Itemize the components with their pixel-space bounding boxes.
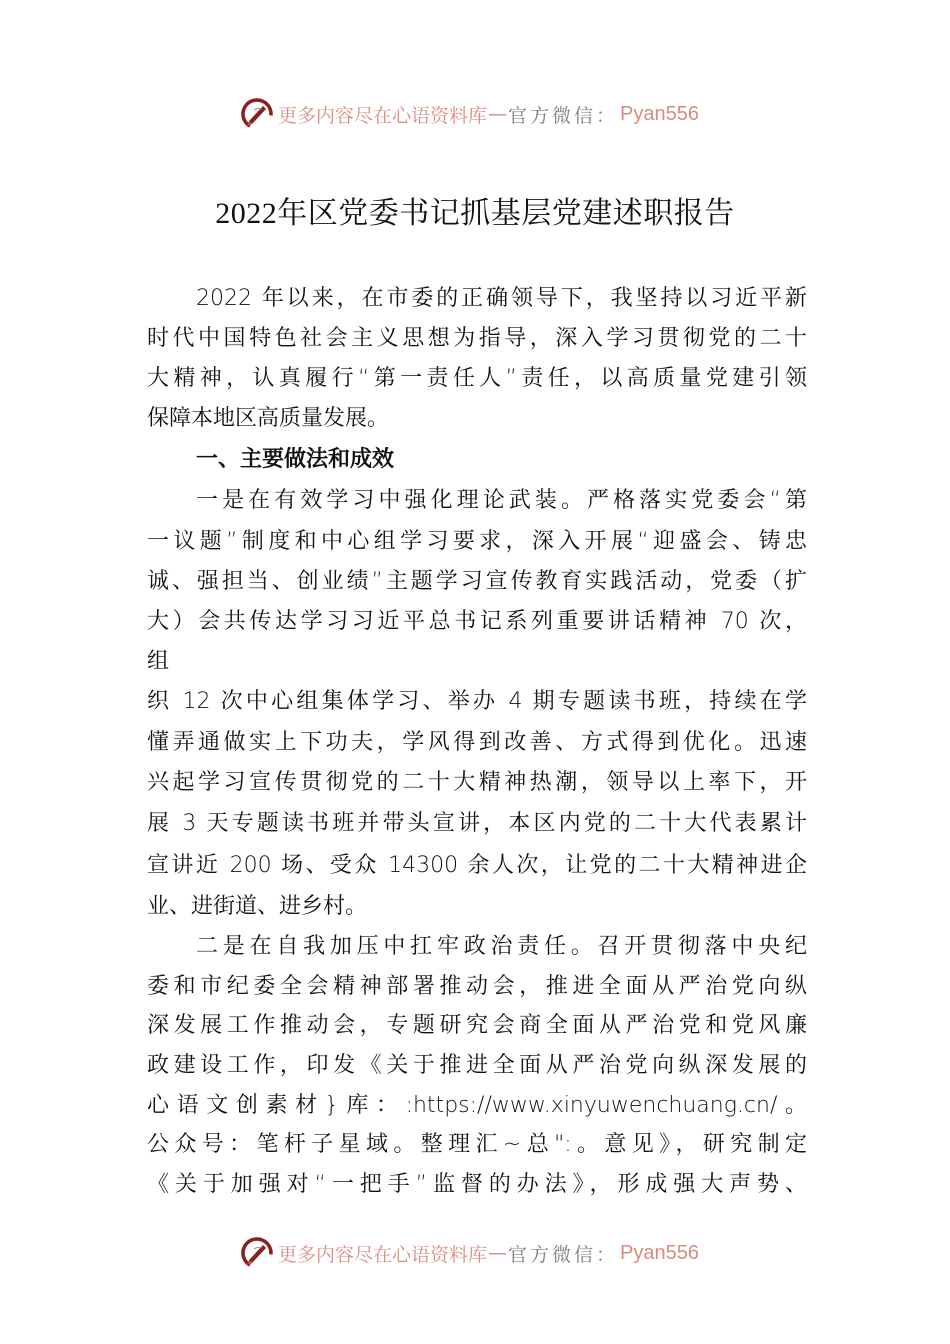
paragraph-line: 业、进街道、进乡村。 <box>147 894 368 919</box>
paragraph-line: 2022 年以来，在市委的正确领导下，我坚持以习近平新 <box>196 286 807 311</box>
quill-pen-logo-icon <box>240 1236 274 1270</box>
paragraph-line: 大）会共传达学习习近平总书记系列重要讲话精神 70 次， <box>147 609 807 634</box>
quill-pen-logo-icon <box>240 97 274 131</box>
paragraph-line: 心语文创素材}库：:https://www.xinyuwenchuang.cn/。 <box>147 1093 807 1118</box>
banner-wechat-id: Pyan556 <box>620 1241 699 1264</box>
paragraph-line: 公众号：笔杆子星域。整理汇~总":。意见》，研究制定 <box>147 1132 807 1157</box>
paragraph-line: 织 12 次中心组集体学习、举办 4 期专题读书班，持续在学 <box>147 689 807 714</box>
paragraph-line: 组 <box>147 649 170 674</box>
paragraph-line: 懂弄通做实上下功夫，学风得到改善、方式得到优化。迅速 <box>147 730 807 755</box>
paragraph-line: 宣讲近 200 场、受众 14300 余人次，让党的二十大精神进企 <box>147 853 807 878</box>
header-watermark-banner <box>240 96 720 132</box>
paragraph-line: 大精神，认真履行“第一责任人”责任，以高质量党建引领 <box>147 366 807 391</box>
paragraph-line: 一是在有效学习中强化理论武装。严格落实党委会“第 <box>196 488 807 513</box>
section-heading: 一、主要做法和成效 <box>196 447 395 472</box>
paragraph-line: 保障本地区高质量发展。 <box>147 406 390 431</box>
banner-slogan: 更多内容尽在心语资料库 <box>278 1243 488 1266</box>
paragraph-line: 委和市纪委全会精神部署推动会，推进全面从严治党向纵 <box>147 974 807 999</box>
paragraph-line: 一议题”制度和中心组学习要求，深入开展“迎盛会、铸忠 <box>147 529 807 554</box>
paragraph-line: 政建设工作，印发《关于推进全面从严治党向纵深发展的 <box>147 1053 807 1078</box>
banner-dash: — <box>488 103 508 125</box>
paragraph-line: 诚、强担当、创业绩”主题学习宣传教育实践活动，党委（扩 <box>147 569 807 594</box>
banner-wechat-label: 官方微信： <box>508 1243 619 1266</box>
paragraph-line: 二是在自我加压中扛牢政治责任。召开贯彻落中央纪 <box>196 934 807 959</box>
paragraph-line: 兴起学习宣传贯彻党的二十大精神热潮，领导以上率下，开 <box>147 770 807 795</box>
footer-watermark-banner <box>240 1235 720 1271</box>
paragraph-line: 《关于加强对“一把手”监督的办法》，形成强大声势、 <box>147 1172 807 1197</box>
paragraph-line: 展 3 天专题读书班并带头宣讲，本区内党的二十大代表累计 <box>147 811 807 836</box>
paragraph-line: 时代中国特色社会主义思想为指导，深入学习贯彻党的二十 <box>147 326 807 351</box>
paragraph-line: 深发展工作推动会，专题研究会商全面从严治党和党风廉 <box>147 1013 807 1038</box>
banner-dash: — <box>488 1242 508 1264</box>
banner-slogan: 更多内容尽在心语资料库 <box>278 104 488 127</box>
banner-wechat-id: Pyan556 <box>620 102 699 125</box>
document-title: 2022年区党委书记抓基层党建述职报告 <box>215 197 735 230</box>
banner-wechat-label: 官方微信： <box>508 104 619 127</box>
